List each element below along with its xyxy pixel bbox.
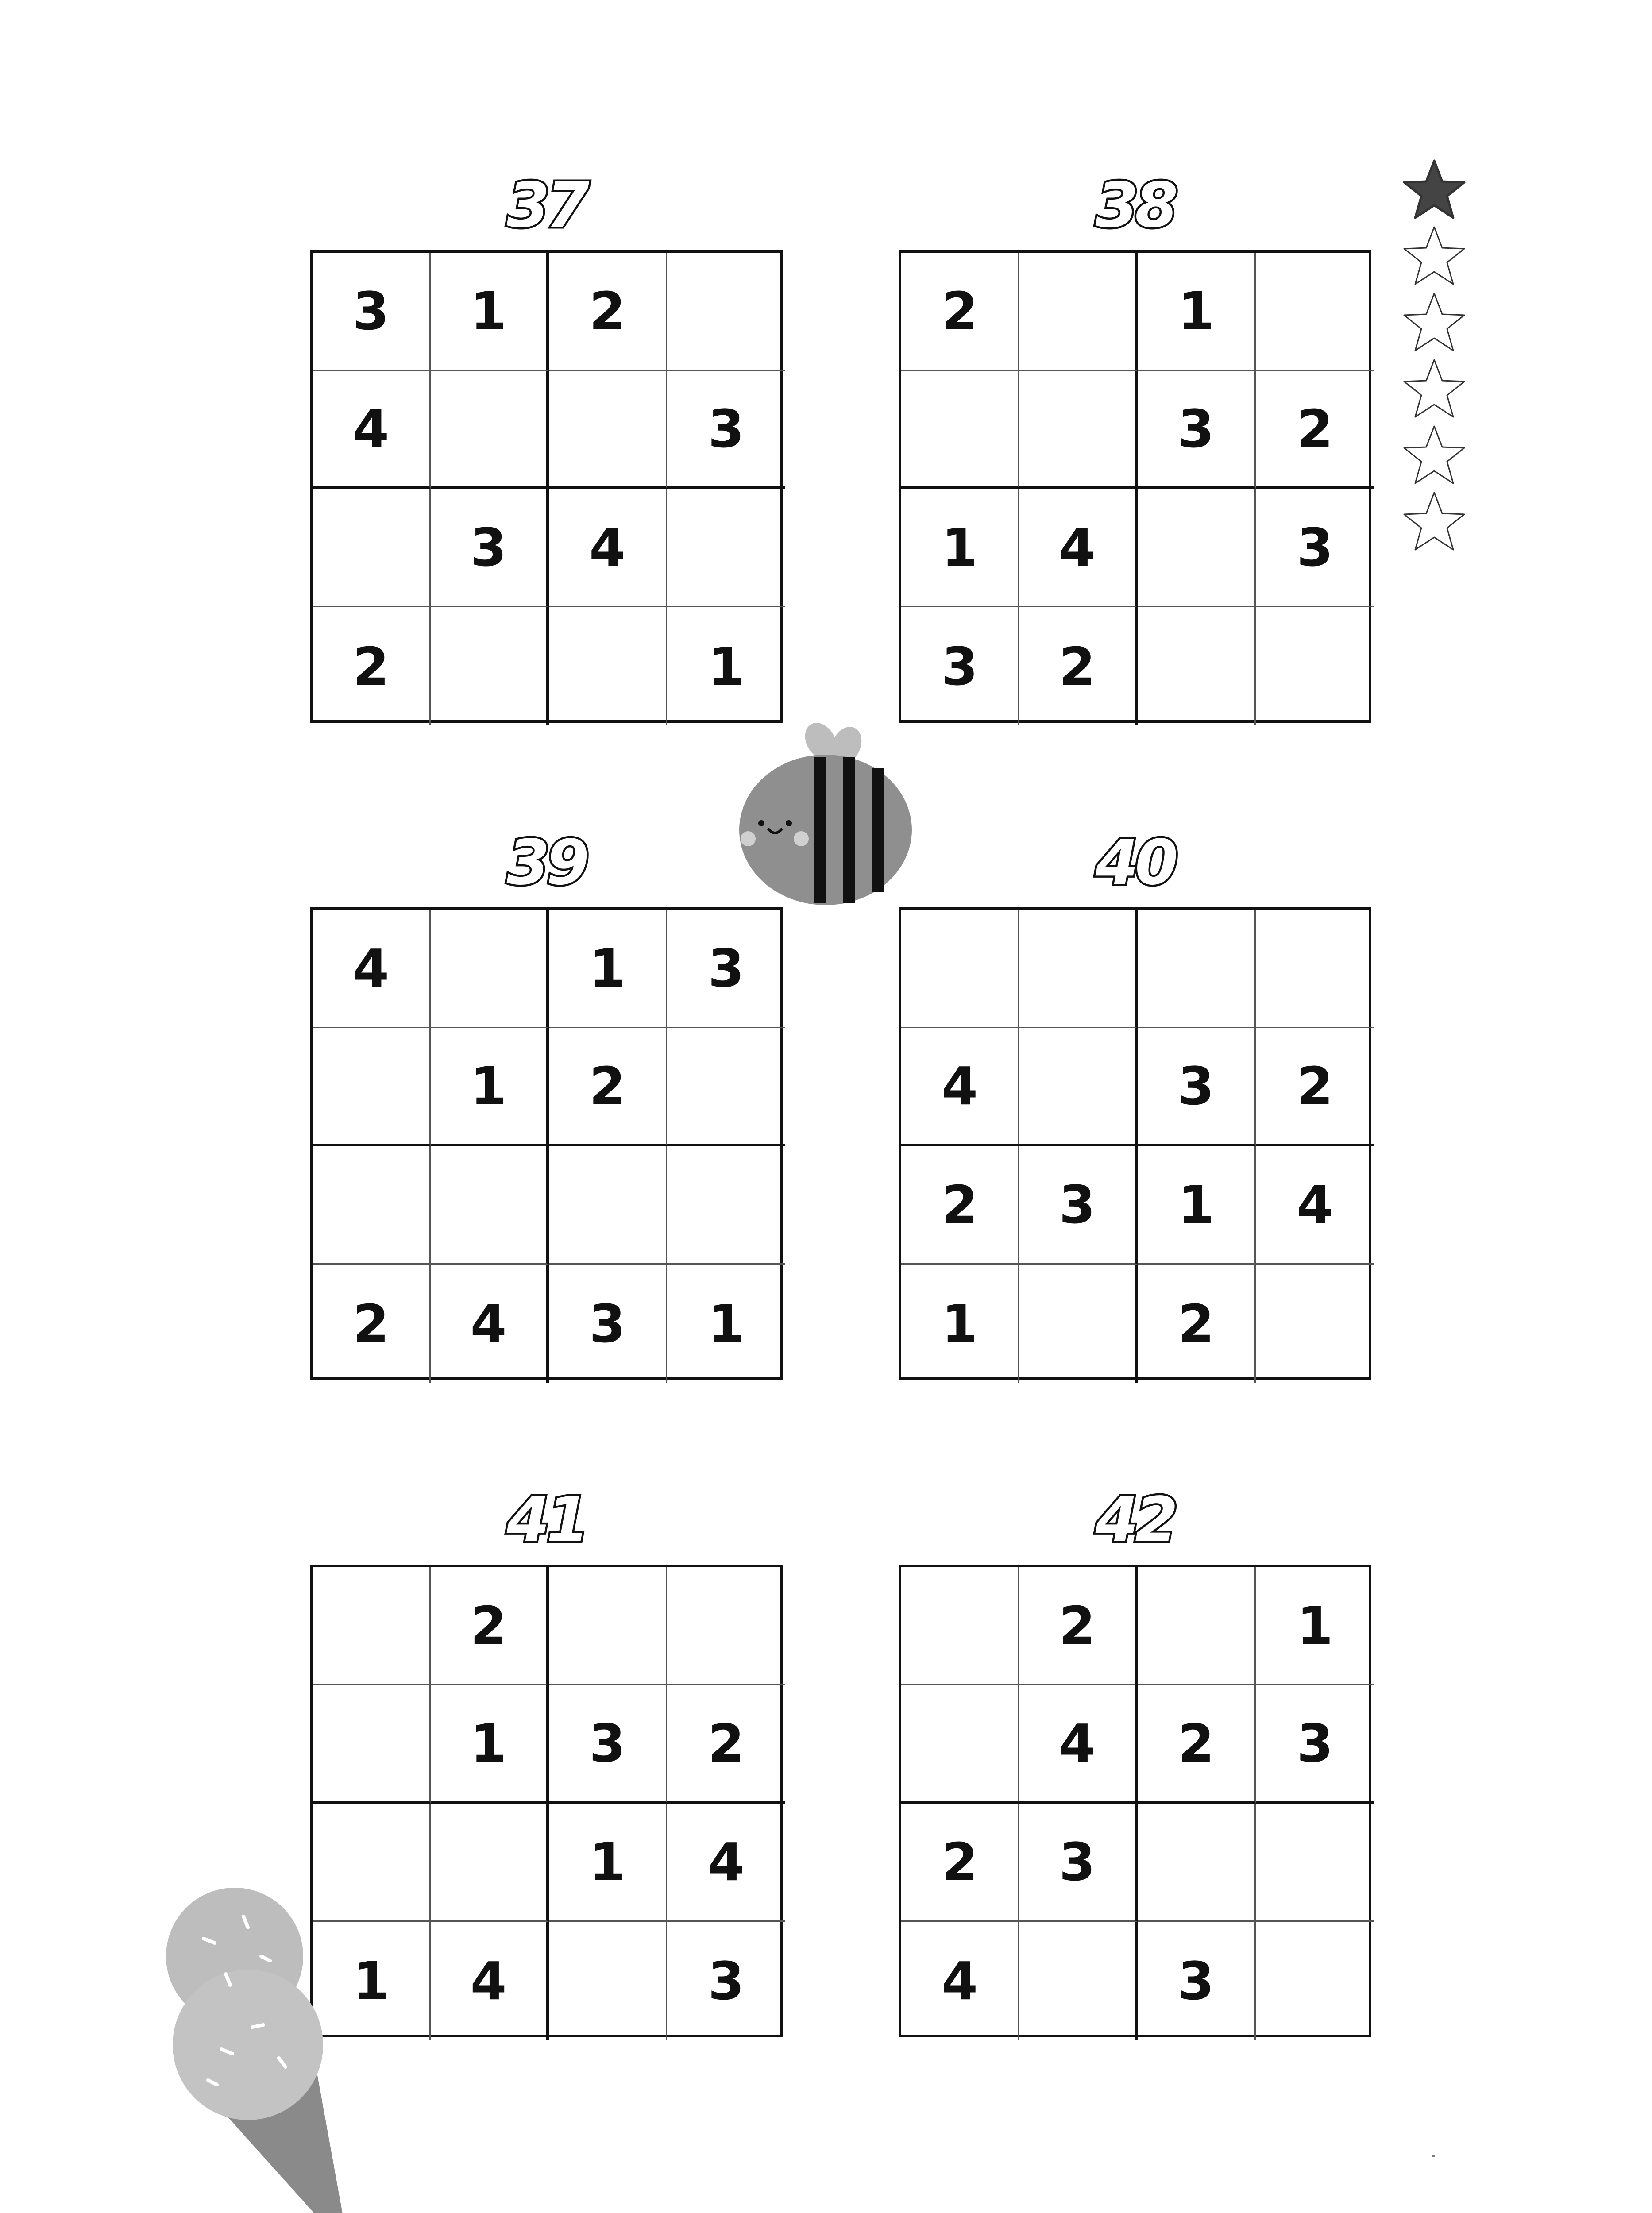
puzzle-39	[310, 827, 783, 1380]
empty-cell[interactable]	[549, 371, 667, 489]
empty-cell[interactable]	[1019, 910, 1138, 1028]
given-cell: 4	[431, 1265, 549, 1383]
empty-cell[interactable]	[1256, 607, 1374, 725]
given-cell: 2	[431, 1567, 549, 1685]
empty-cell[interactable]	[1019, 371, 1138, 489]
given-cell: 1	[708, 1293, 745, 1354]
puzzle-41	[310, 1484, 783, 2037]
given-cell: 2	[667, 1685, 785, 1804]
empty-cell[interactable]	[549, 1567, 667, 1685]
given-cell: 3	[667, 371, 785, 489]
sudoku-grid	[899, 250, 1371, 723]
empty-cell[interactable]	[1138, 489, 1256, 607]
puzzle-number: 40	[1095, 827, 1175, 899]
given-cell: 1	[708, 636, 745, 697]
given-cell: 4	[901, 1922, 1019, 2040]
empty-cell[interactable]	[313, 1146, 431, 1265]
sudoku-grid	[310, 907, 783, 1380]
bee-icon	[726, 713, 925, 907]
empty-cell[interactable]	[901, 1685, 1019, 1804]
given-cell: 2	[901, 253, 1019, 371]
given-cell: 4	[549, 489, 667, 607]
empty-cell[interactable]	[549, 607, 667, 725]
given-cell: 2	[549, 1028, 667, 1146]
star-icon	[1401, 423, 1467, 489]
puzzle-number: 42	[1095, 1484, 1175, 1556]
given-cell: 4	[313, 371, 431, 489]
empty-cell[interactable]	[549, 1146, 667, 1265]
given-cell: 4	[1019, 489, 1138, 607]
empty-cell[interactable]	[313, 1567, 431, 1685]
empty-cell[interactable]	[667, 1028, 785, 1146]
given-cell: 2	[1138, 1265, 1256, 1383]
empty-cell[interactable]	[313, 1028, 431, 1146]
given-cell: 1	[549, 1804, 667, 1922]
given-cell: 3	[1019, 1146, 1138, 1265]
given-cell: 3	[549, 1265, 667, 1383]
given-cell: 3	[1138, 1028, 1256, 1146]
empty-cell[interactable]	[667, 1146, 785, 1265]
given-cell: 2	[1019, 607, 1138, 725]
empty-cell[interactable]	[1019, 1922, 1138, 2040]
empty-cell[interactable]	[667, 253, 785, 371]
given-cell: 1	[549, 910, 667, 1028]
given-cell: 3	[1138, 371, 1256, 489]
empty-cell[interactable]	[313, 1685, 431, 1804]
empty-cell[interactable]	[667, 1567, 785, 1685]
star-icon	[1401, 489, 1467, 555]
given-cell: 2	[901, 1804, 1019, 1922]
empty-cell[interactable]	[1256, 1265, 1374, 1383]
sudoku-grid	[310, 1565, 783, 2037]
given-cell: 3	[313, 253, 431, 371]
given-cell: 1	[313, 1922, 431, 2040]
empty-cell[interactable]	[1138, 1567, 1256, 1685]
puzzle-number: 39	[506, 827, 586, 899]
star-icon	[1401, 224, 1467, 290]
sudoku-grid	[899, 1565, 1371, 2037]
given-cell: 3	[431, 489, 549, 607]
empty-cell[interactable]	[1138, 910, 1256, 1028]
given-cell: 4	[1019, 1685, 1138, 1804]
puzzle-40	[899, 827, 1371, 1380]
given-cell: 3	[1019, 1804, 1138, 1922]
given-cell: 1	[1256, 1567, 1374, 1685]
given-cell: 1	[901, 489, 1019, 607]
given-cell: 4	[901, 1028, 1019, 1146]
given-cell: 1	[431, 1028, 549, 1146]
given-cell: 3	[549, 1685, 667, 1804]
given-cell: 2	[1256, 1028, 1374, 1146]
empty-cell[interactable]	[431, 1146, 549, 1265]
given-cell: 3	[708, 1950, 745, 2012]
star-icon	[1401, 157, 1467, 224]
empty-cell[interactable]	[901, 1567, 1019, 1685]
difficulty-rating	[1401, 157, 1467, 555]
given-cell: 1	[431, 1685, 549, 1804]
star-icon	[1401, 356, 1467, 423]
given-cell: 4	[667, 1804, 785, 1922]
page-mark	[1432, 2155, 1435, 2157]
empty-cell[interactable]	[1138, 607, 1256, 725]
given-cell: 4	[431, 1922, 549, 2040]
given-cell: 3	[1256, 1685, 1374, 1804]
empty-cell[interactable]	[667, 489, 785, 607]
empty-cell[interactable]	[1019, 1265, 1138, 1383]
given-cell: 2	[1256, 371, 1374, 489]
empty-cell[interactable]	[431, 371, 549, 489]
given-cell: 4	[1256, 1146, 1374, 1265]
empty-cell[interactable]	[313, 489, 431, 607]
empty-cell[interactable]	[1256, 1922, 1374, 2040]
empty-cell[interactable]	[901, 910, 1019, 1028]
given-cell: 2	[1138, 1685, 1256, 1804]
empty-cell[interactable]	[1256, 253, 1374, 371]
empty-cell[interactable]	[1138, 1804, 1256, 1922]
given-cell: 3	[1256, 489, 1374, 607]
empty-cell[interactable]	[549, 1922, 667, 2040]
given-cell: 2	[901, 1146, 1019, 1265]
star-icon	[1401, 290, 1467, 356]
empty-cell[interactable]	[1019, 1028, 1138, 1146]
sudoku-grid	[899, 907, 1371, 1380]
given-cell: 1	[1138, 1146, 1256, 1265]
puzzle-42	[899, 1484, 1371, 2037]
ice-cream-icon	[155, 1872, 354, 2213]
given-cell: 2	[313, 607, 431, 725]
puzzle-37	[310, 170, 783, 723]
sudoku-grid	[310, 250, 783, 723]
puzzle-38	[899, 170, 1371, 723]
given-cell: 1	[1138, 253, 1256, 371]
puzzle-number: 41	[506, 1484, 586, 1556]
empty-cell[interactable]	[1019, 253, 1138, 371]
given-cell: 2	[313, 1265, 431, 1383]
given-cell: 1	[431, 253, 549, 371]
empty-cell[interactable]	[431, 1804, 549, 1922]
given-cell: 4	[313, 910, 431, 1028]
puzzle-number: 38	[1095, 170, 1175, 242]
empty-cell[interactable]	[1256, 1804, 1374, 1922]
given-cell: 3	[901, 607, 1019, 725]
empty-cell[interactable]	[901, 371, 1019, 489]
given-cell: 2	[1019, 1567, 1138, 1685]
empty-cell[interactable]	[1256, 910, 1374, 1028]
given-cell: 2	[549, 253, 667, 371]
given-cell: 3	[667, 910, 785, 1028]
given-cell: 1	[901, 1265, 1019, 1383]
empty-cell[interactable]	[431, 607, 549, 725]
given-cell: 3	[1138, 1922, 1256, 2040]
puzzle-number: 37	[506, 170, 586, 242]
empty-cell[interactable]	[431, 910, 549, 1028]
